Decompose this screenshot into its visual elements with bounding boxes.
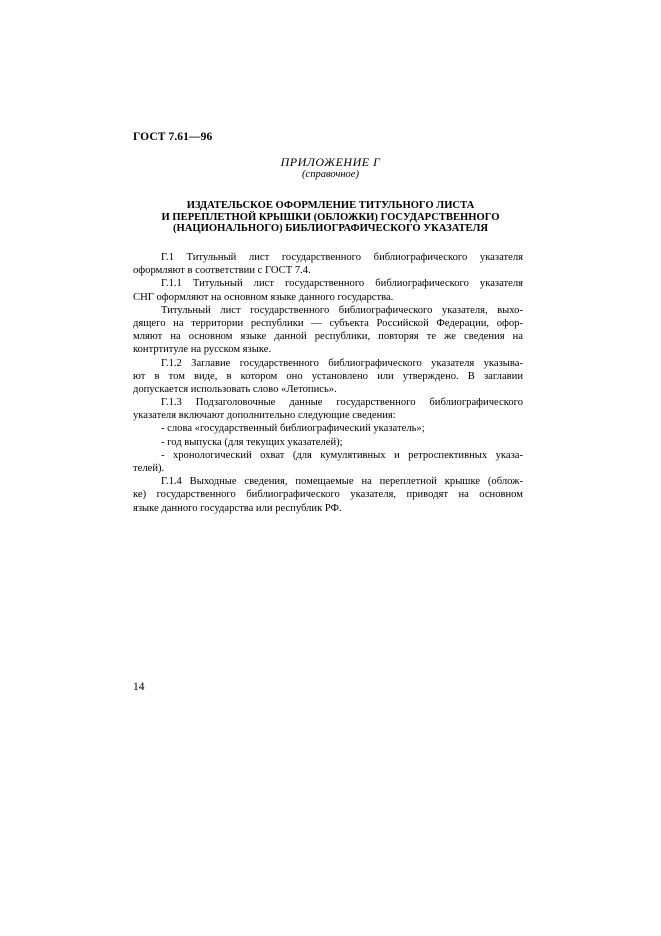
paragraph-line: мляют на основном языке данной республики, повторяя те же сведения на <box>133 331 523 343</box>
page-number: 14 <box>133 681 145 693</box>
paragraph-line: Титульный лист государственного библиографического указателя, выхо- <box>161 304 523 316</box>
list-item: - слова «государственный библиографический указатель»; <box>161 423 425 435</box>
heading-line: (НАЦИОНАЛЬНОГО) БИБЛИОГРАФИЧЕСКОГО УКАЗАТЕЛЯ <box>172 223 489 235</box>
list-item: - хронологический охват (для кумулятивных и ретроспективных указа- <box>161 449 523 461</box>
paragraph-line: ке) государственного библиографического указателя, приводят на основном <box>133 489 523 501</box>
appendix-heading <box>133 200 528 235</box>
paragraph-line: Г.1.4 Выходные сведения, помещаемые на переплетной крышке (облож- <box>161 476 523 488</box>
paragraph-line: допускается использовать слово «Летопись». <box>133 383 337 395</box>
paragraph-line: оформляют в соответствии с ГОСТ 7.4. <box>133 265 311 277</box>
paragraph-line: Г.1.1 Титульный лист государственного библиографического указателя <box>161 278 523 290</box>
heading-line: ИЗДАТЕЛЬСКОЕ ОФОРМЛЕНИЕ ТИТУЛЬНОГО ЛИСТА <box>186 200 475 211</box>
appendix-type: (справочное) <box>302 169 359 180</box>
paragraph-line: СНГ оформляют на основном языке данного государства. <box>133 291 394 303</box>
paragraph-line: Г.1.2 Заглавие государственного библиографического указателя указыва- <box>161 357 523 369</box>
list-item: - год выпуска (для текущих указателей); <box>161 436 343 448</box>
paragraph-line: языке данного государства или республик РФ. <box>133 502 342 514</box>
body-text <box>133 251 523 515</box>
paragraph-line: Г.1 Титульный лист государственного библиографического указателя <box>161 252 523 263</box>
standard-designation: ГОСТ 7.61—96 <box>133 131 213 143</box>
appendix-title: ПРИЛОЖЕНИЕ Г <box>280 155 381 169</box>
heading-line: И ПЕРЕПЛЕТНОЙ КРЫШКИ (ОБЛОЖКИ) ГОСУДАРСТВЕННОГО <box>161 211 500 223</box>
paragraph-line: ют в том виде, в котором оно установлено или утверждено. В заглавии <box>133 370 523 382</box>
paragraph-line: указателя включают дополнительно следующие сведения: <box>133 410 396 422</box>
paragraph-line: Г.1.3 Подзаголовочные данные государственного библиографического <box>161 397 523 409</box>
list-item: телей). <box>133 463 165 474</box>
paragraph-line: дящего на территории республики — субъекта Российской Федерации, офор- <box>133 317 523 329</box>
paragraph-line: контртитуле на русском языке. <box>133 344 272 356</box>
